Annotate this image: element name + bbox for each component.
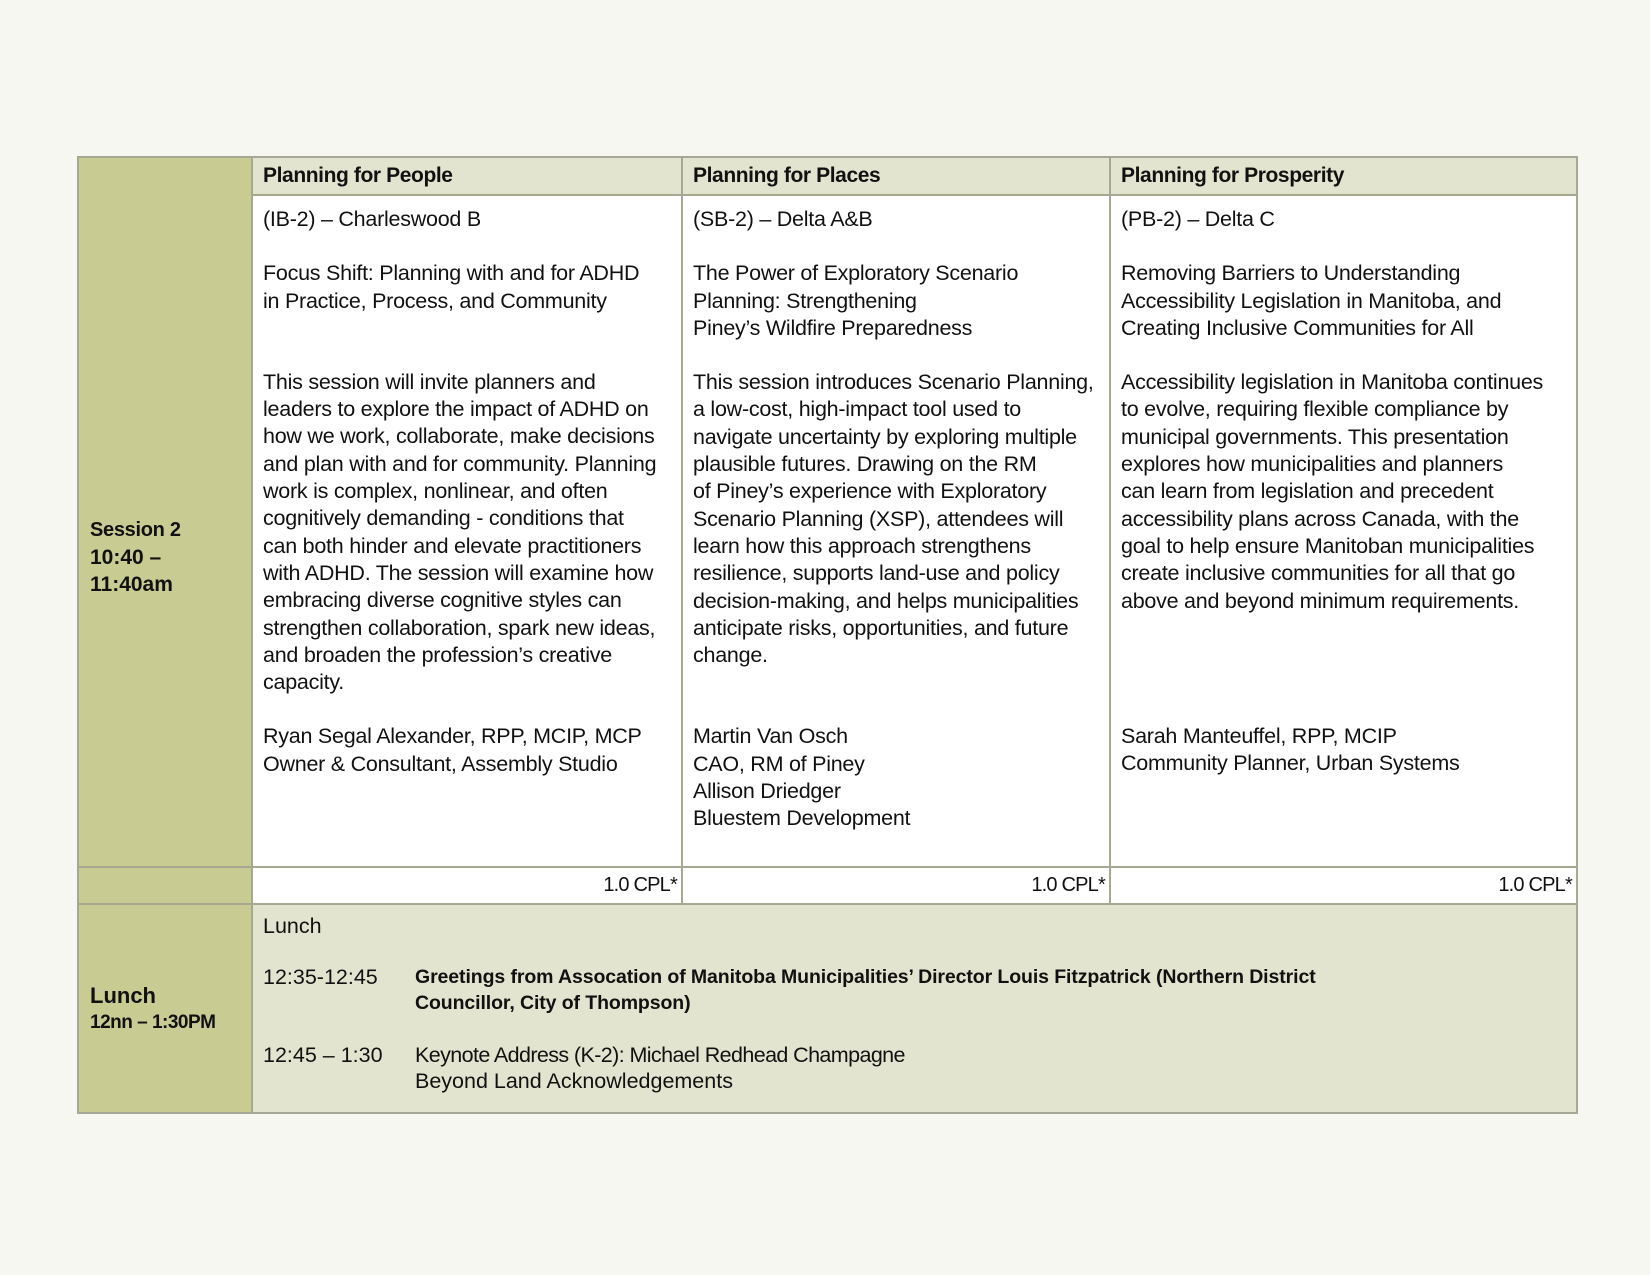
- description-line: This session introduces Scenario Planning,: [693, 370, 1094, 395]
- lunch-item-line: Keynote Address (K-2): Michael Redhead Champagne: [415, 1043, 905, 1067]
- session-time-cell: [78, 157, 252, 867]
- session-title-line: Removing Barriers to Understanding: [1121, 261, 1461, 286]
- description-line: This session will invite planners and: [263, 369, 596, 394]
- session-title-line: Planning: Strengthening: [693, 288, 917, 313]
- description-line: capacity.: [263, 670, 344, 695]
- description-line: create inclusive communities for all that go: [1121, 561, 1516, 586]
- description-line: Accessibility legislation in Manitoba continues: [1121, 370, 1544, 395]
- lunch-item: [263, 1042, 1566, 1094]
- description-line: strengthen collaboration, spark new ideas,: [263, 615, 656, 640]
- track-header-prosperity: Planning for Prosperity: [1110, 157, 1577, 195]
- track-cell-places: [682, 195, 1110, 867]
- description-line: to evolve, requiring flexible compliance by: [1121, 397, 1509, 422]
- cpl-time-cell: [78, 867, 252, 904]
- session-title-line: Accessibility Legislation in Manitoba, and: [1121, 288, 1502, 313]
- speaker-line: CAO, RM of Piney: [693, 751, 865, 776]
- speaker-line: Allison Driedger: [693, 779, 841, 804]
- description-line: explores how municipalities and planners: [1121, 452, 1503, 477]
- lunch-item-line: Greetings from Assocation of Manitoba Municipalities’ Director Louis Fitzpatrick (Northern District: [415, 966, 1316, 988]
- session-label: Session 2: [90, 518, 181, 541]
- description-line: municipal governments. This presentation: [1121, 424, 1509, 449]
- speaker-line: Bluestem Development: [693, 806, 911, 831]
- description-line: change.: [693, 643, 768, 668]
- session-title-line: Focus Shift: Planning with and for ADHD: [263, 261, 640, 286]
- description-line: a low-cost, high-impact tool used to: [693, 397, 1021, 422]
- description-line: goal to help ensure Manitoban municipalities: [1121, 533, 1535, 558]
- lunch-item-line: Councillor, City of Thompson): [415, 992, 691, 1014]
- lunch-time-cell: [78, 904, 252, 1113]
- cpl-credit-people: 1.0 CPL*: [252, 867, 682, 904]
- track-header-people: Planning for People: [252, 157, 682, 195]
- lunch-label: Lunch: [90, 982, 156, 1008]
- description-line: and plan with and for community. Planning: [263, 451, 657, 476]
- speaker-line: Owner & Consultant, Assembly Studio: [263, 751, 618, 776]
- description-line: plausible futures. Drawing on the RM: [693, 452, 1037, 477]
- description-line: anticipate risks, opportunities, and future: [693, 615, 1069, 640]
- session-code-room: (IB-2) – Charleswood B: [263, 207, 481, 231]
- session-title-line: Piney’s Wildfire Preparedness: [693, 315, 973, 340]
- description-line: work is complex, nonlinear, and often: [263, 479, 608, 504]
- description-line: navigate uncertainty by exploring multiple: [693, 424, 1077, 449]
- session-title-line: The Power of Exploratory Scenario: [693, 261, 1019, 286]
- lunch-item-time: 12:45 – 1:30: [263, 1043, 383, 1067]
- track-header-row: [78, 157, 1577, 195]
- speaker-line: Martin Van Osch: [693, 724, 848, 749]
- session-title-line: Creating Inclusive Communities for All: [1121, 315, 1474, 340]
- session-time-line1: 10:40 –: [90, 545, 162, 569]
- lunch-label-block: [79, 982, 251, 1036]
- description-line: above and beyond minimum requirements.: [1121, 588, 1520, 613]
- track-header-places: Planning for Places: [682, 157, 1110, 195]
- lunch-time: 12nn – 1:30PM: [90, 1011, 216, 1033]
- session-body-row: [78, 195, 1577, 867]
- description-line: cognitively demanding - conditions that: [263, 506, 624, 531]
- cpl-credit-prosperity: 1.0 CPL*: [1110, 867, 1577, 904]
- description-line: embracing diverse cognitive styles can: [263, 588, 622, 613]
- description-line: decision-making, and helps municipalities: [693, 588, 1079, 613]
- lunch-item-time: 12:35-12:45: [263, 965, 378, 989]
- description-line: can both hinder and elevate practitioners: [263, 533, 642, 558]
- track-cell-prosperity: [1110, 195, 1577, 867]
- session-label-block: [79, 517, 251, 598]
- description-line: of Piney’s experience with Exploratory: [693, 479, 1047, 504]
- session-title-line: in Practice, Process, and Community: [263, 288, 607, 313]
- track-cell-people: [252, 195, 682, 867]
- description-line: and broaden the profession’s creative: [263, 642, 612, 667]
- session-code-room: (SB-2) – Delta A&B: [693, 207, 873, 231]
- session-time-line2: 11:40am: [90, 572, 173, 596]
- speaker-line: Sarah Manteuffel, RPP, MCIP: [1121, 723, 1397, 748]
- cpl-row: [78, 867, 1577, 904]
- lunch-item-line: Beyond Land Acknowledgements: [415, 1069, 733, 1093]
- lunch-heading: Lunch: [263, 914, 322, 938]
- description-line: how we work, collaborate, make decisions: [263, 424, 655, 449]
- cpl-credit-places: 1.0 CPL*: [682, 867, 1110, 904]
- description-line: can learn from legislation and precedent: [1121, 479, 1494, 504]
- lunch-row: [78, 904, 1577, 1113]
- speaker-line: Ryan Segal Alexander, RPP, MCIP, MCP: [263, 724, 642, 749]
- schedule-table: [77, 156, 1578, 1114]
- description-line: leaders to explore the impact of ADHD on: [263, 397, 649, 422]
- lunch-item: [263, 964, 1566, 1016]
- session-code-room: (PB-2) – Delta C: [1121, 207, 1275, 231]
- description-line: accessibility plans across Canada, with the: [1121, 506, 1519, 531]
- lunch-details-cell: [252, 904, 1577, 1113]
- description-line: resilience, supports land-use and policy: [693, 561, 1060, 586]
- description-line: learn how this approach strengthens: [693, 533, 1031, 558]
- speaker-line: Community Planner, Urban Systems: [1121, 751, 1460, 776]
- description-line: Scenario Planning (XSP), attendees will: [693, 506, 1064, 531]
- description-line: with ADHD. The session will examine how: [263, 560, 654, 585]
